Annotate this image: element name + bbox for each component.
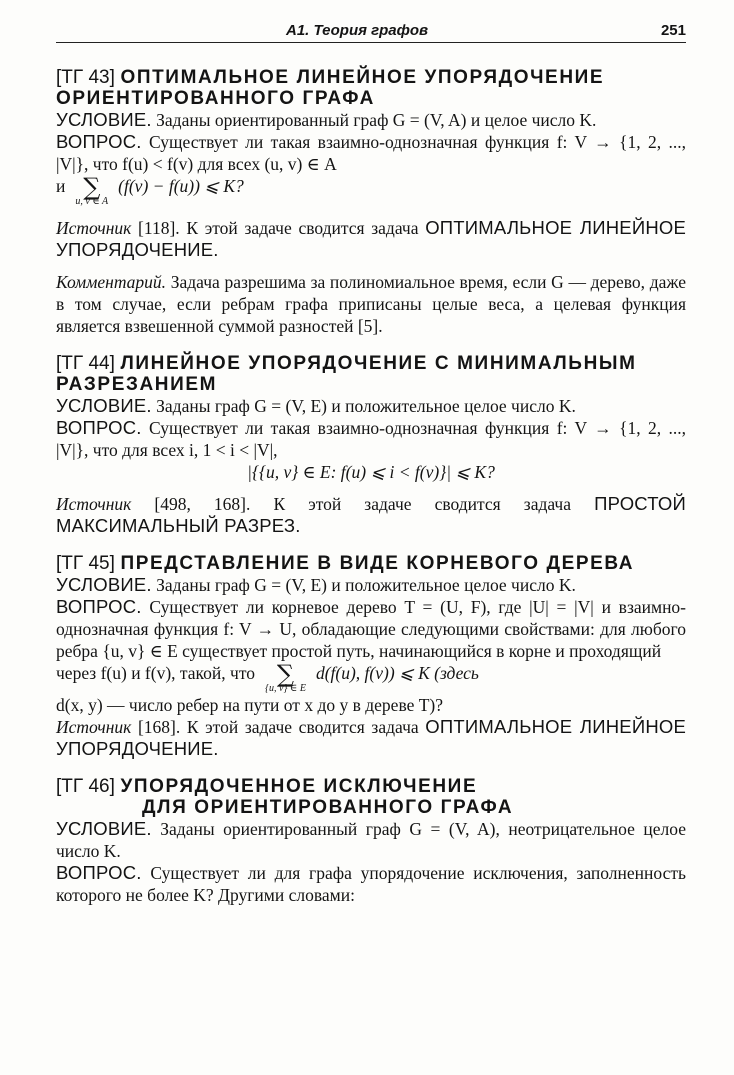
source-problem: ПРОСТОЙ МАКСИМАЛЬНЫЙ РАЗРЕЗ.	[56, 493, 686, 536]
problem-title: ОПТИМАЛЬНОЕ ЛИНЕЙНОЕ УПОРЯДОЧЕНИЕ	[120, 67, 605, 88]
source-label: Источник	[56, 494, 132, 514]
question-label: ВОПРОС.	[56, 596, 142, 617]
question-text: Существует ли такая взаимно-однозначная функция f: V → {1, 2, ..., |V|}, что для всех i, 1 < i < |V|,	[56, 418, 687, 460]
sum-expression: (f(v) − f(u)) ⩽ K?	[118, 176, 244, 196]
problem-heading	[56, 353, 686, 395]
via-text: через f(u) и f(v), такой, что	[56, 663, 255, 683]
problem-title-cont: РАЗРЕЗАНИЕМ	[56, 374, 218, 395]
problem-heading	[56, 553, 686, 574]
question-tail: d(x, y) — число ребер на пути от x до y в дереве T)?	[56, 695, 444, 715]
page-number: 251	[660, 22, 686, 39]
problem-question	[56, 417, 686, 461]
source-problem: ОПТИМАЛЬНОЕ ЛИНЕЙНОЕ УПОРЯДОЧЕНИЕ.	[56, 217, 687, 260]
running-header	[56, 18, 686, 43]
problem-source	[56, 493, 686, 537]
problem-entry-tg44	[56, 353, 686, 537]
problem-condition	[56, 574, 686, 596]
problem-entry-tg43	[56, 67, 686, 337]
problem-entry-tg45	[56, 553, 686, 760]
cut-formula: |{{u, v} ∈ E: f(u) ⩽ i < f(v)}| ⩽ K?	[247, 462, 495, 482]
problem-title: УПОРЯДОЧЕННОЕ ИСКЛЮЧЕНИЕ	[120, 776, 478, 797]
problem-code: [ТГ 44]	[56, 353, 115, 374]
question-label: ВОПРОС.	[56, 131, 142, 152]
sum-expression: d(f(u), f(v)) ⩽ K (здесь	[315, 663, 479, 683]
problem-heading	[56, 776, 686, 818]
running-title: A1. Теория графов	[286, 22, 429, 39]
problem-entry-tg46	[56, 776, 686, 906]
sum-subscript: {u, v} ∈ E	[265, 683, 306, 694]
conjunction: и	[56, 176, 66, 196]
condition-text: Заданы граф G = (V, E) и положительное целое число K.	[156, 575, 576, 595]
source-label: Источник	[56, 717, 132, 737]
condition-text: Заданы ориентированный граф G = (V, A) и целое число K.	[156, 110, 597, 130]
sum-subscript: u, v ∈ A	[75, 196, 109, 207]
problem-code: [ТГ 46]	[56, 776, 115, 797]
sum-formula	[56, 662, 686, 694]
question-label: ВОПРОС.	[56, 417, 142, 438]
problem-heading	[56, 67, 686, 109]
sigma-icon: ∑	[83, 173, 101, 201]
problem-source	[56, 217, 686, 261]
comment-text: Задача разрешима за полиномиальное время, если G — дерево, даже в том случае, если ребрам графа приписаны целые веса, а целевая функция является взвешенной суммой разностей [5].	[56, 272, 686, 336]
condition-label: УСЛОВИЕ.	[56, 818, 152, 839]
sum-formula	[56, 175, 686, 207]
problem-source	[56, 716, 686, 760]
problem-condition	[56, 818, 686, 862]
condition-text: Заданы ориентированный граф G = (V, A), неотрицательное целое число K.	[56, 819, 686, 861]
source-text: [498, 168]. К этой задаче сводится задача	[154, 494, 571, 514]
problem-question	[56, 131, 686, 175]
problem-code: [ТГ 43]	[56, 67, 115, 88]
sigma-icon: ∑	[276, 660, 295, 688]
problem-code: [ТГ 45]	[56, 553, 115, 574]
problem-title: ЛИНЕЙНОЕ УПОРЯДОЧЕНИЕ С МИНИМАЛЬНЫМ	[120, 353, 637, 374]
question-text: Существует ли для графа упорядочение исключения, заполненность которого не более K? Другими словами:	[56, 863, 686, 905]
source-text: [168]. К этой задаче сводится задача	[137, 717, 419, 737]
condition-label: УСЛОВИЕ.	[56, 395, 152, 416]
source-problem: ОПТИМАЛЬНОЕ ЛИНЕЙНОЕ УПОРЯДОЧЕНИЕ.	[56, 716, 687, 759]
problem-comment	[56, 271, 686, 337]
sum-operator	[265, 662, 306, 694]
condition-text: Заданы граф G = (V, E) и положительное целое число K.	[156, 396, 576, 416]
question-text: Существует ли такая взаимно-однозначная функция f: V → {1, 2, ..., |V|}, что f(u) < f(v) для всех (u, v) ∈ A	[56, 132, 687, 174]
source-text: [118]. К этой задаче сводится задача	[138, 218, 419, 238]
sum-operator	[75, 175, 108, 207]
problem-question	[56, 596, 686, 662]
question-text: Существует ли корневое дерево T = (U, F), где |U| = |V| и взаимно-однозначная функция f: V → U, обладающие следующими свойствами: для любого ребра {u, v} ∈ E существует простой путь, начинающийся в корне и проходящий	[56, 597, 687, 661]
problem-condition	[56, 395, 686, 417]
source-label: Источник	[56, 218, 132, 238]
comment-label: Комментарий.	[56, 272, 167, 292]
condition-label: УСЛОВИЕ.	[56, 109, 152, 130]
problem-question	[56, 862, 686, 906]
problem-condition	[56, 109, 686, 131]
condition-label: УСЛОВИЕ.	[56, 574, 152, 595]
problem-title-cont: ДЛЯ ОРИЕНТИРОВАННОГО ГРАФА	[142, 797, 514, 818]
question-label: ВОПРОС.	[56, 862, 142, 883]
problem-title: ПРЕДСТАВЛЕНИЕ В ВИДЕ КОРНЕВОГО ДЕРЕВА	[120, 553, 635, 574]
problem-title-cont: ОРИЕНТИРОВАННОГО ГРАФА	[56, 88, 375, 109]
book-page	[56, 18, 686, 906]
